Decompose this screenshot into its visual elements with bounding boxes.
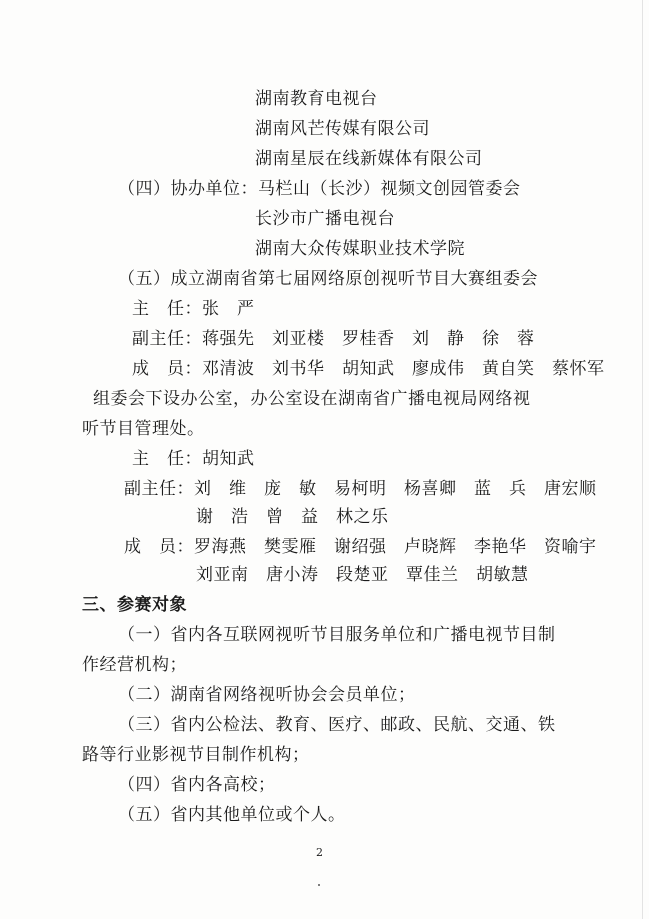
text-line: 刘亚南 唐小涛 段楚亚 覃佳兰 胡敏慧 [196,565,529,585]
text-line: 主 任：胡知武 [132,449,255,469]
text-line: （五）成立湖南省第七届网络原创视听节目大赛组委会 [118,269,538,289]
text-line: 副主任：蒋强先 刘亚楼 罗桂香 刘 静 徐 蓉 [132,329,535,349]
text-line: （五）省内其他单位或个人。 [118,805,346,825]
text-line: 成 员：邓清波 刘书华 胡知武 廖成伟 黄自笑 蔡怀军 [132,359,605,379]
text-line: 谢 浩 曾 益 林之乐 [196,507,389,527]
text-line: 成 员：罗海燕 樊雯雁 谢绍强 卢晓辉 李艳华 资喻宇 [124,537,597,557]
text-line: 作经营机构； [82,655,187,675]
text-line: 长沙市广播电视台 [255,209,395,229]
page-number: 2 [316,846,323,859]
text-line: 湖南大众传媒职业技术学院 [255,239,465,259]
text-line: 路等行业影视节目制作机构； [82,745,310,765]
text-line: 组委会下设办公室，办公室设在湖南省广播电视局网络视 [93,389,531,409]
text-line: （二）湖南省网络视听协会会员单位； [118,685,416,705]
text-line: （三）省内公检法、教育、医疗、邮政、民航、交通、铁 [118,715,556,735]
text-line: （四）协办单位：马栏山（长沙）视频文创园管委会 [118,179,521,199]
text-line: 主 任：张 严 [132,299,255,319]
page-edge [642,0,643,919]
section-heading: 三、参赛对象 [82,595,187,615]
text-line: 湖南星辰在线新媒体有限公司 [255,149,483,169]
text-line: 副主任：刘 维 庞 敏 易柯明 杨喜卿 蓝 兵 唐宏顺 [124,479,597,499]
scan-speck [318,884,320,886]
text-line: （四）省内各高校； [118,775,276,795]
text-line: 湖南教育电视台 [255,89,378,109]
text-line: 湖南风芒传媒有限公司 [255,119,430,139]
text-line: 听节目管理处。 [82,419,205,439]
text-line: （一）省内各互联网视听节目服务单位和广播电视节目制 [118,625,556,645]
